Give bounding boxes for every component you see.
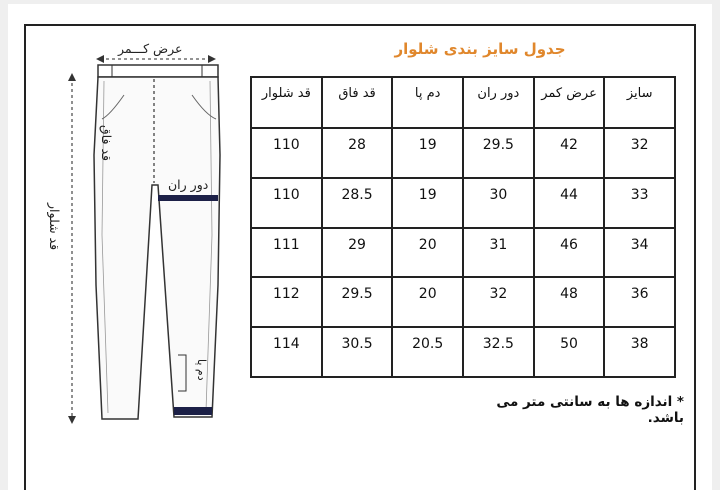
thigh-label: دور ران — [168, 177, 209, 192]
table-cell: 32 — [463, 277, 534, 327]
length-label: قد شلوار — [47, 203, 62, 251]
table-cell: 20.5 — [392, 327, 463, 377]
table-cell: 36 — [604, 277, 675, 327]
table-cell: 29.5 — [463, 128, 534, 178]
table-cell: 31 — [463, 228, 534, 278]
measurement-note: * اندازه ها به سانتی متر می باشد. — [496, 394, 684, 426]
table-row — [251, 128, 675, 178]
table-cell: 28 — [322, 128, 393, 178]
table-cell: 29 — [322, 228, 393, 278]
table-cell: 111 — [251, 228, 322, 278]
table-row — [251, 178, 675, 228]
table-cell: 110 — [251, 178, 322, 228]
table-cell: 30 — [463, 178, 534, 228]
table-cell: 19 — [392, 128, 463, 178]
table-cell: 46 — [534, 228, 605, 278]
column-header: قد شلوار — [251, 77, 322, 128]
size-table — [250, 76, 676, 378]
table-row — [251, 228, 675, 278]
table-cell: 28.5 — [322, 178, 393, 228]
hem-label: دم پا — [195, 359, 208, 381]
table-cell: 110 — [251, 128, 322, 178]
rise-label: قد فاق — [99, 125, 114, 161]
column-header: قد فاق — [322, 77, 393, 128]
table-cell: 114 — [251, 327, 322, 377]
table-header-row — [251, 77, 675, 128]
table-cell: 112 — [251, 277, 322, 327]
table-cell: 50 — [534, 327, 605, 377]
column-header: دور ران — [463, 77, 534, 128]
pants-drawing — [40, 35, 240, 435]
table-cell: 29.5 — [322, 277, 393, 327]
table-cell: 42 — [534, 128, 605, 178]
table-cell: 44 — [534, 178, 605, 228]
page-title: جدول سایز بندی شلوار — [394, 40, 566, 58]
table-row — [251, 277, 675, 327]
column-header: دم پا — [392, 77, 463, 128]
column-header: سایز — [604, 77, 675, 128]
table-cell: 32.5 — [463, 327, 534, 377]
waist-label: عرض کـــمر — [118, 41, 183, 56]
pants-illustration — [40, 35, 240, 435]
column-header: عرض کمر — [534, 77, 605, 128]
table-cell: 33 — [604, 178, 675, 228]
table-cell: 20 — [392, 228, 463, 278]
table-cell: 32 — [604, 128, 675, 178]
table-cell: 34 — [604, 228, 675, 278]
table-cell: 19 — [392, 178, 463, 228]
table-cell: 20 — [392, 277, 463, 327]
table-cell: 30.5 — [322, 327, 393, 377]
table-cell: 38 — [604, 327, 675, 377]
table-cell: 48 — [534, 277, 605, 327]
table-row — [251, 327, 675, 377]
